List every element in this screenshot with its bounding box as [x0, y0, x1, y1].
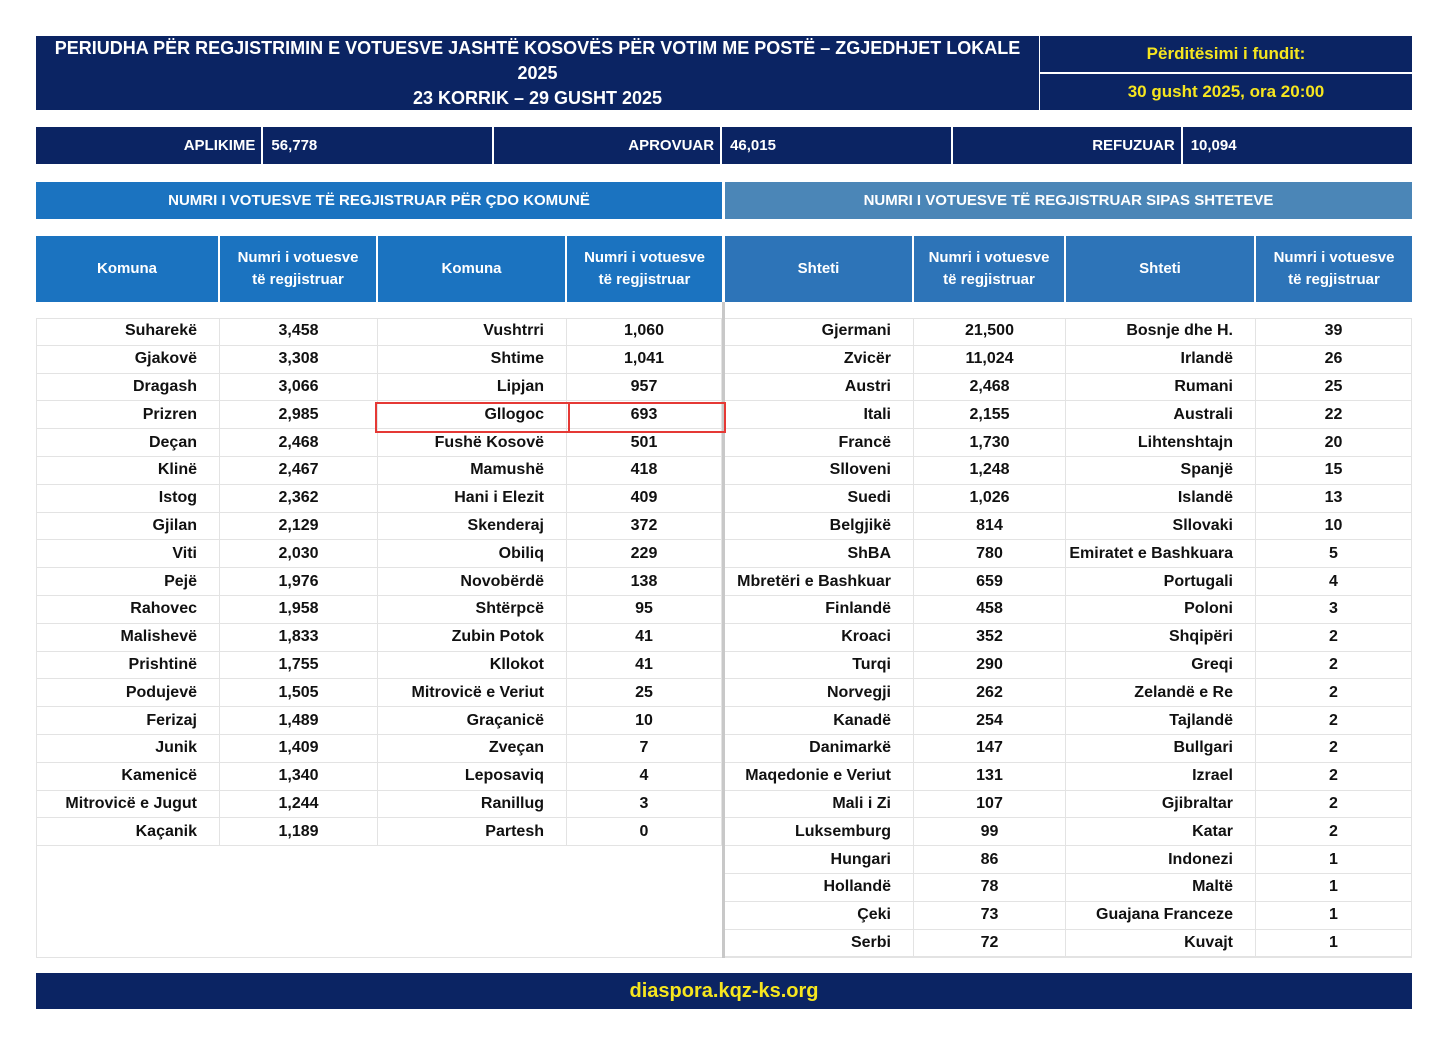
row-count: 131: [914, 763, 1066, 790]
row-count: 262: [914, 679, 1066, 706]
row-count: 1,041: [567, 346, 722, 373]
row-name: Gjermani: [725, 318, 914, 345]
row-count: 95: [567, 596, 722, 623]
rejected-value: 10,094: [1190, 137, 1237, 154]
table-row: [725, 374, 1066, 402]
row-name: Dragash: [36, 374, 220, 401]
table-row: [725, 401, 1066, 429]
col-count-line2: të regjistruar: [598, 271, 691, 288]
row-name: Gllogoc: [378, 401, 567, 428]
table-row: [1066, 818, 1412, 846]
table-row: [725, 596, 1066, 624]
col-municipality: Komuna: [378, 236, 567, 302]
row-count: 957: [567, 374, 722, 401]
row-count: 4: [1256, 568, 1412, 595]
applications-label: APLIKIME: [36, 127, 263, 164]
row-name: Portugali: [1066, 568, 1256, 595]
row-count: 72: [914, 930, 1066, 957]
col-count: [220, 236, 378, 302]
row-count: 2: [1256, 763, 1412, 790]
row-name: Obiliq: [378, 540, 567, 567]
row-count: 458: [914, 596, 1066, 623]
table-row: [36, 318, 378, 346]
table-row: [36, 429, 378, 457]
col-count-line1: Numri i votuesve: [237, 249, 359, 266]
col-country: Shteti: [725, 236, 914, 302]
col-country: Shteti: [1066, 236, 1256, 302]
row-count: 1: [1256, 874, 1412, 901]
row-count: 2,468: [914, 374, 1066, 401]
row-count: 3,066: [220, 374, 378, 401]
row-count: 2,155: [914, 401, 1066, 428]
row-count: 2,467: [220, 457, 378, 484]
row-name: Mamushë: [378, 457, 567, 484]
row-count: 25: [1256, 374, 1412, 401]
row-count: 2: [1256, 624, 1412, 651]
row-count: 2,362: [220, 485, 378, 512]
row-count: 3,458: [220, 318, 378, 345]
row-name: Kaçanik: [36, 818, 220, 845]
row-count: 1,833: [220, 624, 378, 651]
row-count: 22: [1256, 401, 1412, 428]
row-name: Kroaci: [725, 624, 914, 651]
row-count: 20: [1256, 429, 1412, 456]
row-name: Shqipëri: [1066, 624, 1256, 651]
row-name: Fushë Kosovë: [378, 429, 567, 456]
table-row: [725, 318, 1066, 346]
row-count: 0: [567, 818, 722, 845]
row-count: 2: [1256, 707, 1412, 734]
table-row: [1066, 679, 1412, 707]
row-name: Zvicër: [725, 346, 914, 373]
table-row: [725, 513, 1066, 541]
row-count: 2,129: [220, 513, 378, 540]
table-row: [1066, 346, 1412, 374]
table-row: [378, 485, 722, 513]
col-count-line2: të regjistruar: [1288, 271, 1380, 288]
page-title: [36, 36, 1039, 110]
table-row: [1066, 735, 1412, 763]
row-name: Islandë: [1066, 485, 1256, 512]
table-row: [378, 818, 722, 846]
row-name: Gjibraltar: [1066, 791, 1256, 818]
row-name: Mitrovicë e Veriut: [378, 679, 567, 706]
row-count: 659: [914, 568, 1066, 595]
table-row: [36, 818, 378, 846]
table-row: [725, 429, 1066, 457]
table-row: [1066, 485, 1412, 513]
row-count: 3: [567, 791, 722, 818]
col-count-line1: Numri i votuesve: [928, 249, 1050, 266]
col-count-line2: të regjistruar: [252, 271, 344, 288]
row-name: Ferizaj: [36, 707, 220, 734]
row-count: 2,468: [220, 429, 378, 456]
row-name: Sllovaki: [1066, 513, 1256, 540]
table-row: [378, 374, 722, 402]
row-count: 41: [567, 624, 722, 651]
row-count: 409: [567, 485, 722, 512]
col-count-line1: Numri i votuesve: [1273, 249, 1395, 266]
row-name: Graçanicë: [378, 707, 567, 734]
row-count: 7: [567, 735, 722, 762]
table-row: [36, 707, 378, 735]
row-count: 107: [914, 791, 1066, 818]
row-count: 86: [914, 846, 1066, 873]
row-count: 10: [1256, 513, 1412, 540]
row-name: Gjilan: [36, 513, 220, 540]
row-count: 693: [567, 401, 722, 428]
row-name: Hani i Elezit: [378, 485, 567, 512]
countries-column-header: [725, 236, 1412, 302]
row-count: 1,755: [220, 652, 378, 679]
table-row: [1066, 763, 1412, 791]
col-count: [1256, 236, 1412, 302]
table-row: [36, 679, 378, 707]
row-name: Zelandë e Re: [1066, 679, 1256, 706]
table-row: [378, 346, 722, 374]
row-count: 41: [567, 652, 722, 679]
table-row: [378, 568, 722, 596]
row-name: Mitrovicë e Jugut: [36, 791, 220, 818]
row-count: 1,489: [220, 707, 378, 734]
table-row: [36, 401, 378, 429]
table-row: [36, 624, 378, 652]
table-row: [1066, 707, 1412, 735]
row-count: 2,985: [220, 401, 378, 428]
table-row: [36, 763, 378, 791]
row-name: Skenderaj: [378, 513, 567, 540]
table-row: [1066, 429, 1412, 457]
countries-section-title: NUMRI I VOTUESVE TË REGJISTRUAR SIPAS SHTETEVE: [725, 182, 1412, 219]
row-name: Leposaviq: [378, 763, 567, 790]
row-name: Kanadë: [725, 707, 914, 734]
title-line-2: 23 KORRIK – 29 GUSHT 2025: [412, 87, 663, 108]
table-row: [378, 735, 722, 763]
countries-list-b: [1066, 318, 1412, 957]
title-line-1: PERIUDHA PËR REGJISTRIMIN E VOTUESVE JASHTË KOSOVËS PËR VOTIM ME POSTË – ZGJEDHJET LOKALE 2025: [54, 37, 1021, 83]
row-name: Bullgari: [1066, 735, 1256, 762]
row-count: 1,958: [220, 596, 378, 623]
row-name: Prizren: [36, 401, 220, 428]
row-name: Lipjan: [378, 374, 567, 401]
table-row: [36, 457, 378, 485]
row-name: Zveçan: [378, 735, 567, 762]
row-count: 3: [1256, 596, 1412, 623]
row-name: Mbretëri e Bashkuar: [725, 568, 914, 595]
row-name: Maqedonie e Veriut: [725, 763, 914, 790]
row-count: 1,730: [914, 429, 1066, 456]
row-count: 15: [1256, 457, 1412, 484]
row-count: 99: [914, 818, 1066, 845]
row-name: Luksemburg: [725, 818, 914, 845]
row-name: Hungari: [725, 846, 914, 873]
table-row: [378, 596, 722, 624]
municipalities-list-b: [378, 318, 722, 846]
table-row: [36, 652, 378, 680]
table-row: [725, 902, 1066, 930]
row-count: 2: [1256, 679, 1412, 706]
row-name: Rahovec: [36, 596, 220, 623]
table-row: [36, 346, 378, 374]
row-count: 25: [567, 679, 722, 706]
table-row: [725, 679, 1066, 707]
row-count: 73: [914, 902, 1066, 929]
col-municipality: Komuna: [36, 236, 220, 302]
row-name: Maltë: [1066, 874, 1256, 901]
table-row: [1066, 318, 1412, 346]
row-count: 229: [567, 540, 722, 567]
row-count: 1: [1256, 930, 1412, 957]
row-name: Shtime: [378, 346, 567, 373]
row-name: Vushtrri: [378, 318, 567, 345]
applications-value: 56,778: [263, 127, 493, 164]
row-name: Çeki: [725, 902, 914, 929]
row-name: Rumani: [1066, 374, 1256, 401]
row-count: 1,248: [914, 457, 1066, 484]
row-count: 11,024: [914, 346, 1066, 373]
table-row: [378, 318, 722, 346]
row-name: Finlandë: [725, 596, 914, 623]
row-name: Tajlandë: [1066, 707, 1256, 734]
table-row: [1066, 513, 1412, 541]
table-row: [725, 735, 1066, 763]
row-count: 4: [567, 763, 722, 790]
row-name: Francë: [725, 429, 914, 456]
row-name: Danimarkë: [725, 735, 914, 762]
table-row: [1066, 374, 1412, 402]
last-update-value: 30 gusht 2025, ora 20:00: [1040, 72, 1412, 110]
table-row: [1066, 874, 1412, 902]
col-count: [914, 236, 1066, 302]
table-row: [1066, 540, 1412, 568]
stats-bar: [36, 127, 1412, 164]
table-row: [378, 429, 722, 457]
row-name: Katar: [1066, 818, 1256, 845]
table-row: [36, 596, 378, 624]
row-name: Suharekë: [36, 318, 220, 345]
table-row: [378, 679, 722, 707]
row-name: Hollandë: [725, 874, 914, 901]
row-name: Prishtinë: [36, 652, 220, 679]
row-count: 5: [1256, 540, 1412, 567]
municipalities-column-header: [36, 236, 722, 302]
table-row: [36, 374, 378, 402]
table-row: [725, 874, 1066, 902]
table-row: [725, 930, 1066, 958]
countries-list-a: [725, 318, 1066, 957]
col-count-line2: të regjistruar: [943, 271, 1035, 288]
row-count: 39: [1256, 318, 1412, 345]
row-name: ShBA: [725, 540, 914, 567]
table-row: [36, 568, 378, 596]
row-name: Kamenicë: [36, 763, 220, 790]
row-name: Kllokot: [378, 652, 567, 679]
row-count: 2: [1256, 818, 1412, 845]
table-row: [725, 791, 1066, 819]
table-row: [1066, 624, 1412, 652]
row-name: Turqi: [725, 652, 914, 679]
table-row: [1066, 568, 1412, 596]
table-row: [725, 485, 1066, 513]
row-name: Greqi: [1066, 652, 1256, 679]
table-row: [378, 791, 722, 819]
row-name: Partesh: [378, 818, 567, 845]
table-row: [725, 763, 1066, 791]
table-row: [725, 457, 1066, 485]
table-row: [1066, 401, 1412, 429]
row-name: Izrael: [1066, 763, 1256, 790]
approved-value: 46,015: [722, 127, 953, 164]
highlight-box: [375, 402, 726, 433]
row-name: Gjakovë: [36, 346, 220, 373]
row-count: 814: [914, 513, 1066, 540]
row-name: Klinë: [36, 457, 220, 484]
row-name: Guajana Franceze: [1066, 902, 1256, 929]
row-name: Zubin Potok: [378, 624, 567, 651]
row-name: Malishevë: [36, 624, 220, 651]
row-name: Kuvajt: [1066, 930, 1256, 957]
row-count: 1,976: [220, 568, 378, 595]
row-name: Ranillug: [378, 791, 567, 818]
row-name: Istog: [36, 485, 220, 512]
row-name: Bosnje dhe H.: [1066, 318, 1256, 345]
table-row: [1066, 930, 1412, 958]
row-count: 78: [914, 874, 1066, 901]
row-name: Austri: [725, 374, 914, 401]
row-name: Emiratet e Bashkuara: [1066, 540, 1256, 567]
table-row: [378, 457, 722, 485]
last-update-label: Përditësimi i fundit:: [1146, 44, 1306, 63]
row-name: Mali i Zi: [725, 791, 914, 818]
row-name: Deçan: [36, 429, 220, 456]
table-row: [725, 346, 1066, 374]
row-name: Podujevë: [36, 679, 220, 706]
municipalities-section-title: NUMRI I VOTUESVE TË REGJISTRUAR PËR ÇDO KOMUNË: [36, 182, 722, 219]
row-count: 501: [567, 429, 722, 456]
table-row: [378, 540, 722, 568]
table-row: [1066, 457, 1412, 485]
footer-link[interactable]: diaspora.kqz-ks.org: [36, 973, 1412, 1009]
row-count: 1,409: [220, 735, 378, 762]
table-row: [36, 485, 378, 513]
table-row: [378, 763, 722, 791]
table-row: [378, 652, 722, 680]
row-count: 21,500: [914, 318, 1066, 345]
row-name: Itali: [725, 401, 914, 428]
row-name: Australi: [1066, 401, 1256, 428]
table-row: [725, 624, 1066, 652]
table-row: [36, 791, 378, 819]
row-name: Slloveni: [725, 457, 914, 484]
row-name: Serbi: [725, 930, 914, 957]
row-name: Pejë: [36, 568, 220, 595]
table-row: [725, 818, 1066, 846]
table-row: [36, 540, 378, 568]
row-count: 147: [914, 735, 1066, 762]
table-row: [725, 846, 1066, 874]
row-name: Indonezi: [1066, 846, 1256, 873]
row-name: Junik: [36, 735, 220, 762]
highlight-divider: [568, 402, 570, 433]
municipalities-list-a: [36, 318, 378, 846]
table-row: [36, 735, 378, 763]
row-count: 418: [567, 457, 722, 484]
row-count: 3,308: [220, 346, 378, 373]
table-row: [725, 707, 1066, 735]
col-count-line1: Numri i votuesve: [584, 249, 705, 266]
row-count: 1: [1256, 902, 1412, 929]
row-count: 1,505: [220, 679, 378, 706]
row-count: 2: [1256, 652, 1412, 679]
row-count: 1,340: [220, 763, 378, 790]
row-name: Shtërpcë: [378, 596, 567, 623]
row-count: 372: [567, 513, 722, 540]
col-count: [567, 236, 722, 302]
row-count: 352: [914, 624, 1066, 651]
row-name: Poloni: [1066, 596, 1256, 623]
table-row: [378, 707, 722, 735]
row-name: Viti: [36, 540, 220, 567]
table-row: [1066, 846, 1412, 874]
row-count: 290: [914, 652, 1066, 679]
row-name: Suedi: [725, 485, 914, 512]
table-row: [378, 624, 722, 652]
table-row: [378, 513, 722, 541]
row-count: 1,189: [220, 818, 378, 845]
row-count: 138: [567, 568, 722, 595]
row-name: Norvegji: [725, 679, 914, 706]
row-count: 13: [1256, 485, 1412, 512]
table-row: [1066, 902, 1412, 930]
row-count: 26: [1256, 346, 1412, 373]
row-count: 2: [1256, 735, 1412, 762]
row-name: Lihtenshtajn: [1066, 429, 1256, 456]
approved-label: APROVUAR: [494, 127, 722, 164]
table-row: [1066, 596, 1412, 624]
last-update-box: [1040, 36, 1412, 110]
rejected-label: REFUZUAR: [953, 127, 1182, 164]
row-count: 1: [1256, 846, 1412, 873]
table-row: [725, 652, 1066, 680]
row-name: Belgjikë: [725, 513, 914, 540]
row-name: Novobërdë: [378, 568, 567, 595]
table-row: [1066, 791, 1412, 819]
table-row: [725, 540, 1066, 568]
table-row: [36, 513, 378, 541]
table-row: [1066, 652, 1412, 680]
row-count: 1,026: [914, 485, 1066, 512]
row-count: 780: [914, 540, 1066, 567]
table-row: [725, 568, 1066, 596]
row-count: 2: [1256, 791, 1412, 818]
row-count: 1,244: [220, 791, 378, 818]
row-name: Irlandë: [1066, 346, 1256, 373]
row-count: 2,030: [220, 540, 378, 567]
row-name: Spanjë: [1066, 457, 1256, 484]
row-count: 254: [914, 707, 1066, 734]
row-count: 10: [567, 707, 722, 734]
row-count: 1,060: [567, 318, 722, 345]
